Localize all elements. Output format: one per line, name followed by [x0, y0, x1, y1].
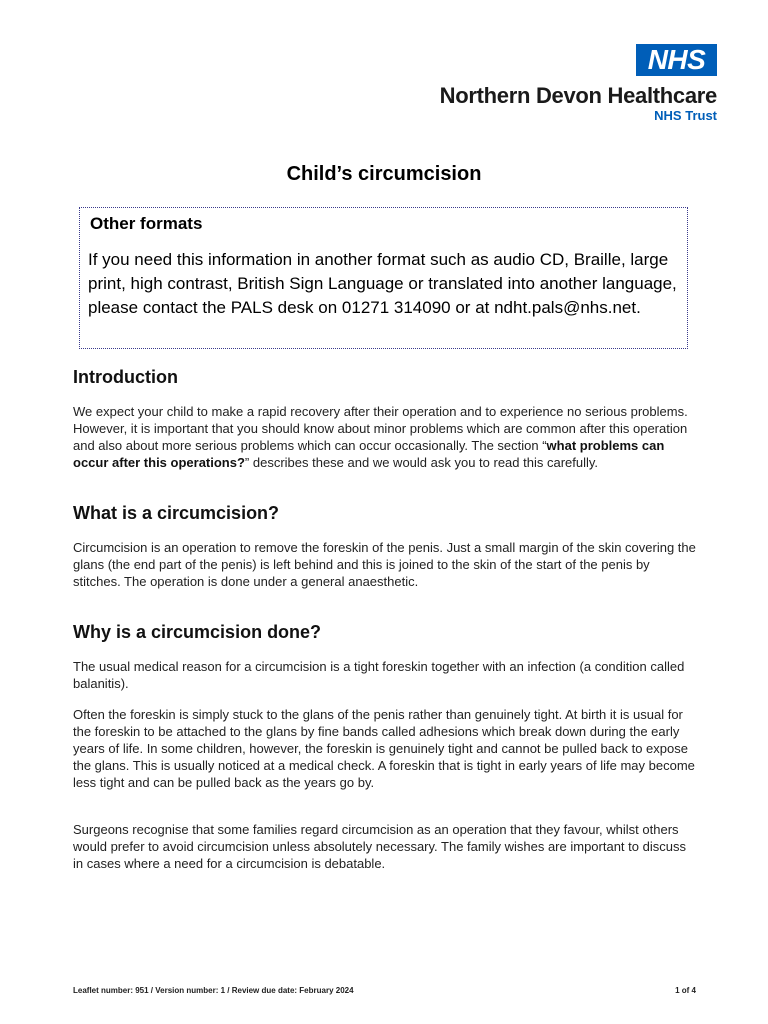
other-formats-heading: Other formats	[90, 214, 203, 233]
why-done-heading: Why is a circumcision done?	[73, 622, 322, 642]
introduction-text-before: We expect your child to make a rapid recovery after their operation and to experience no serious problems. However, it is important that you should know about minor problems which are common after this operation and also about more serious problems which can occur occasionally. The section “	[73, 404, 688, 453]
introduction-emphasis: what problems can occur after this operations?	[73, 438, 665, 470]
introduction-text-after: ” describes these and we would ask you to read this carefully.	[244, 455, 599, 470]
footer-page-number: 1 of 4	[675, 986, 696, 995]
what-is-heading: What is a circumcision?	[73, 503, 280, 523]
why-done-paragraph-2: Often the foreskin is simply stuck to the glans of the penis rather than genuinely tight. At birth it is usual for the foreskin to be attached to the glans by fine bands called adhesions which break down during the early years of life. In some children, however, the foreskin is genuinely tight and cannot be pulled back to expose the glans. This is usually noticed at a medical check. A foreskin that is tight in early years of life may become less tight and can be pulled back as the years go by.	[73, 707, 695, 790]
other-formats-box	[79, 207, 688, 349]
what-is-paragraph: Circumcision is an operation to remove the foreskin of the penis. Just a small margin of the skin covering the glans (the end part of the penis) is left behind and this is joined to the skin of the start of the penis by stitches. The operation is done under a general anaesthetic.	[73, 540, 696, 589]
other-formats-body: If you need this information in another format such as audio CD, Braille, large print, high contrast, British Sign Language or translated into another language, please contact the PALS desk on 01271 314090 or at ndht.pals@nhs.net.	[88, 250, 677, 317]
trust-name: Northern Devon Healthcare	[439, 83, 717, 108]
why-done-paragraph-1: The usual medical reason for a circumcision is a tight foreskin together with an infection (a condition called balanitis).	[73, 659, 685, 691]
page-title: Child’s circumcision	[286, 163, 482, 185]
nhs-logo-text: NHS	[647, 44, 706, 75]
nhs-logo	[636, 44, 717, 76]
trust-subtitle: NHS Trust	[654, 108, 717, 123]
introduction-paragraph	[73, 403, 698, 471]
footer-leaflet-info: Leaflet number: 951 / Version number: 1 / Review due date: February 2024	[73, 986, 354, 995]
why-done-paragraph-3: Surgeons recognise that some families regard circumcision as an operation that they favour, whilst others would prefer to avoid circumcision unless absolutely necessary. The family wishes are important to discuss in cases where a need for a circumcision is debatable.	[73, 822, 686, 871]
introduction-heading: Introduction	[73, 367, 178, 387]
